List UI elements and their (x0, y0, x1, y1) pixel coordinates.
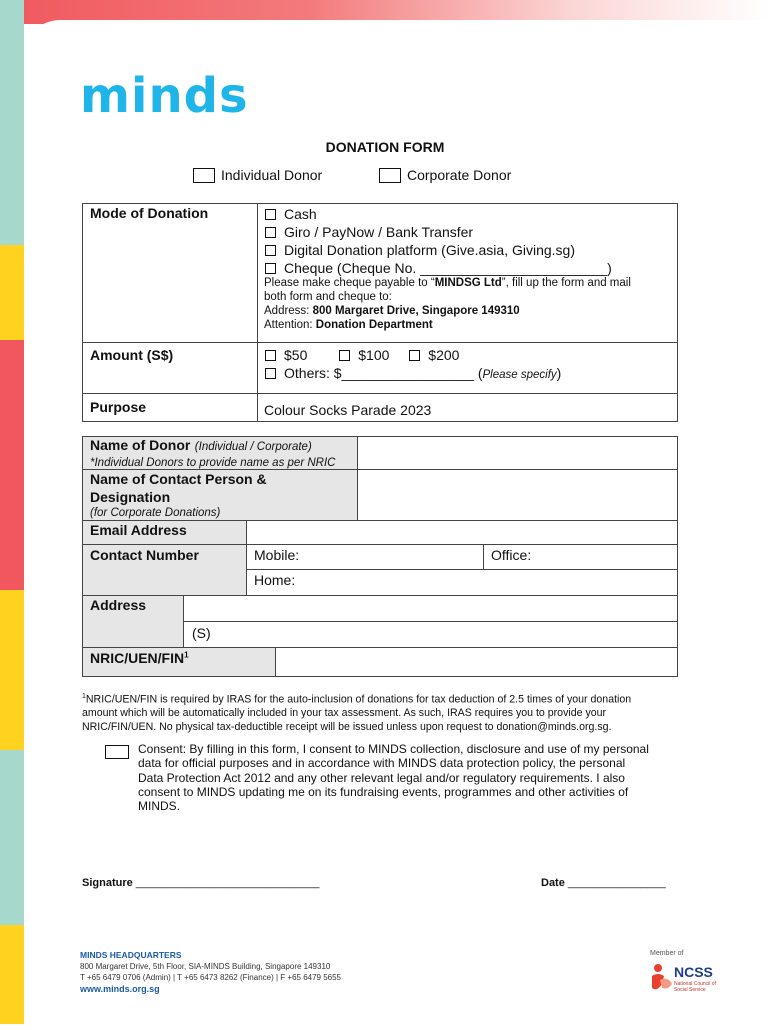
amount-option-200[interactable]: $200 (409, 347, 459, 363)
consent-text: Consent: By filling in this form, I consent to MINDS collection, disclosure and use of my personal data for official purposes and in accordance with MINDS data protection policy, the personal Data Protection Act 2012 and any other relevant legal and/or regulatory requirements. I also consent to MINDS updating me on its fundraising events, programmes and other activities of MINDS. (138, 742, 649, 814)
nric-footnote: $^1$NRIC/UEN/FIN is required by IRAS for the auto-inclusion of donations for tax deduction of 2.5 times of your donation amount which will be automatically included in your tax assessment. As such, IRAS requires you to provide your NRIC/FIN/UEN. No physical tax-deductible receipt will be issued unless upon request to donation@minds.org.sg. (82, 693, 632, 733)
ncss-text: NCSS (674, 964, 713, 980)
form-title: DONATION FORM (325, 139, 445, 155)
purpose-label: Purpose (90, 399, 147, 415)
donor-name-field[interactable] (358, 437, 677, 469)
donor-name-label: Name of Donor (Individual / Corporate) *Individual Donors to provide name as per NRIC (90, 437, 336, 469)
address-label: Address (90, 597, 147, 613)
contact-person-label: Name of Contact Person & Designation (for Corporate Donations) (90, 471, 267, 519)
amount-option-others[interactable]: Others: $_________________ (Please specify) (265, 364, 561, 384)
mode-option-cash[interactable]: Cash (265, 205, 612, 223)
individual-donor-label: Individual Donor (221, 167, 323, 183)
email-label: Email Address (90, 522, 187, 538)
minds-logo: minds (80, 68, 249, 124)
mobile-field[interactable]: Mobile: (254, 547, 300, 563)
left-yellow-band-3 (0, 925, 24, 1024)
consent-checkbox[interactable] (105, 745, 129, 764)
home-field[interactable]: Home: (254, 572, 296, 588)
contact-number-label: Contact Number (90, 547, 199, 563)
postal-code-field[interactable]: (S) (192, 625, 211, 641)
address-field[interactable] (184, 596, 677, 621)
individual-donor-checkbox[interactable] (193, 168, 215, 183)
amount-option-100[interactable]: $100 (339, 347, 389, 363)
amount-label: Amount (S$) (90, 347, 174, 363)
corporate-donor-label: Corporate Donor (407, 167, 512, 183)
corporate-donor-option[interactable] (379, 167, 511, 183)
member-of-label: Member of (650, 950, 684, 957)
office-field[interactable]: Office: (491, 547, 532, 563)
footer-headquarters: MINDS HEADQUARTERS 800 Margaret Drive, 5th Floor, SIA-MINDS Building, Singapore 149310 T +65 6479 0706 (Admin) | T +65 6473 8262 (Finance) | F +65 6479 5655 www.minds.org.sg (80, 950, 342, 994)
left-teal-band-2 (0, 750, 24, 925)
mode-option-digital[interactable]: Digital Donation platform (Give.asia, Giving.sg) (265, 241, 612, 259)
date-field[interactable]: Date ________________ (541, 877, 666, 889)
individual-donor-option[interactable] (193, 167, 322, 183)
nric-field[interactable] (276, 648, 677, 676)
amount-options (265, 346, 561, 384)
contact-person-field[interactable] (358, 470, 677, 520)
left-red-band (0, 340, 24, 590)
purpose-value: Colour Socks Parade 2023 (264, 402, 432, 418)
email-field[interactable] (247, 521, 677, 544)
amount-option-50[interactable]: $50 (265, 347, 307, 363)
cheque-instructions: Please make cheque payable to “MINDSG Ltd”, fill up the form and mail both form and cheque to: Address: 800 Margaret Drive, Singapore 149310 Attention: Donation Department (264, 277, 631, 331)
mode-option-giro[interactable]: Giro / PayNow / Bank Transfer (265, 223, 612, 241)
nric-label: NRIC/UEN/FIN$^1$ (90, 650, 189, 666)
mode-option-cheque[interactable]: Cheque (Cheque No. ________________________) (265, 259, 612, 277)
signature-field[interactable]: Signature ______________________________ (82, 877, 320, 889)
mode-of-donation-label: Mode of Donation (90, 205, 209, 221)
footer-website[interactable]: www.minds.org.sg (80, 984, 160, 994)
left-yellow-band-2 (0, 590, 24, 750)
mode-options (265, 205, 612, 277)
left-yellow-band (0, 245, 24, 340)
ncss-subtitle: National Council of Social Service (674, 981, 716, 993)
corporate-donor-checkbox[interactable] (379, 168, 401, 183)
